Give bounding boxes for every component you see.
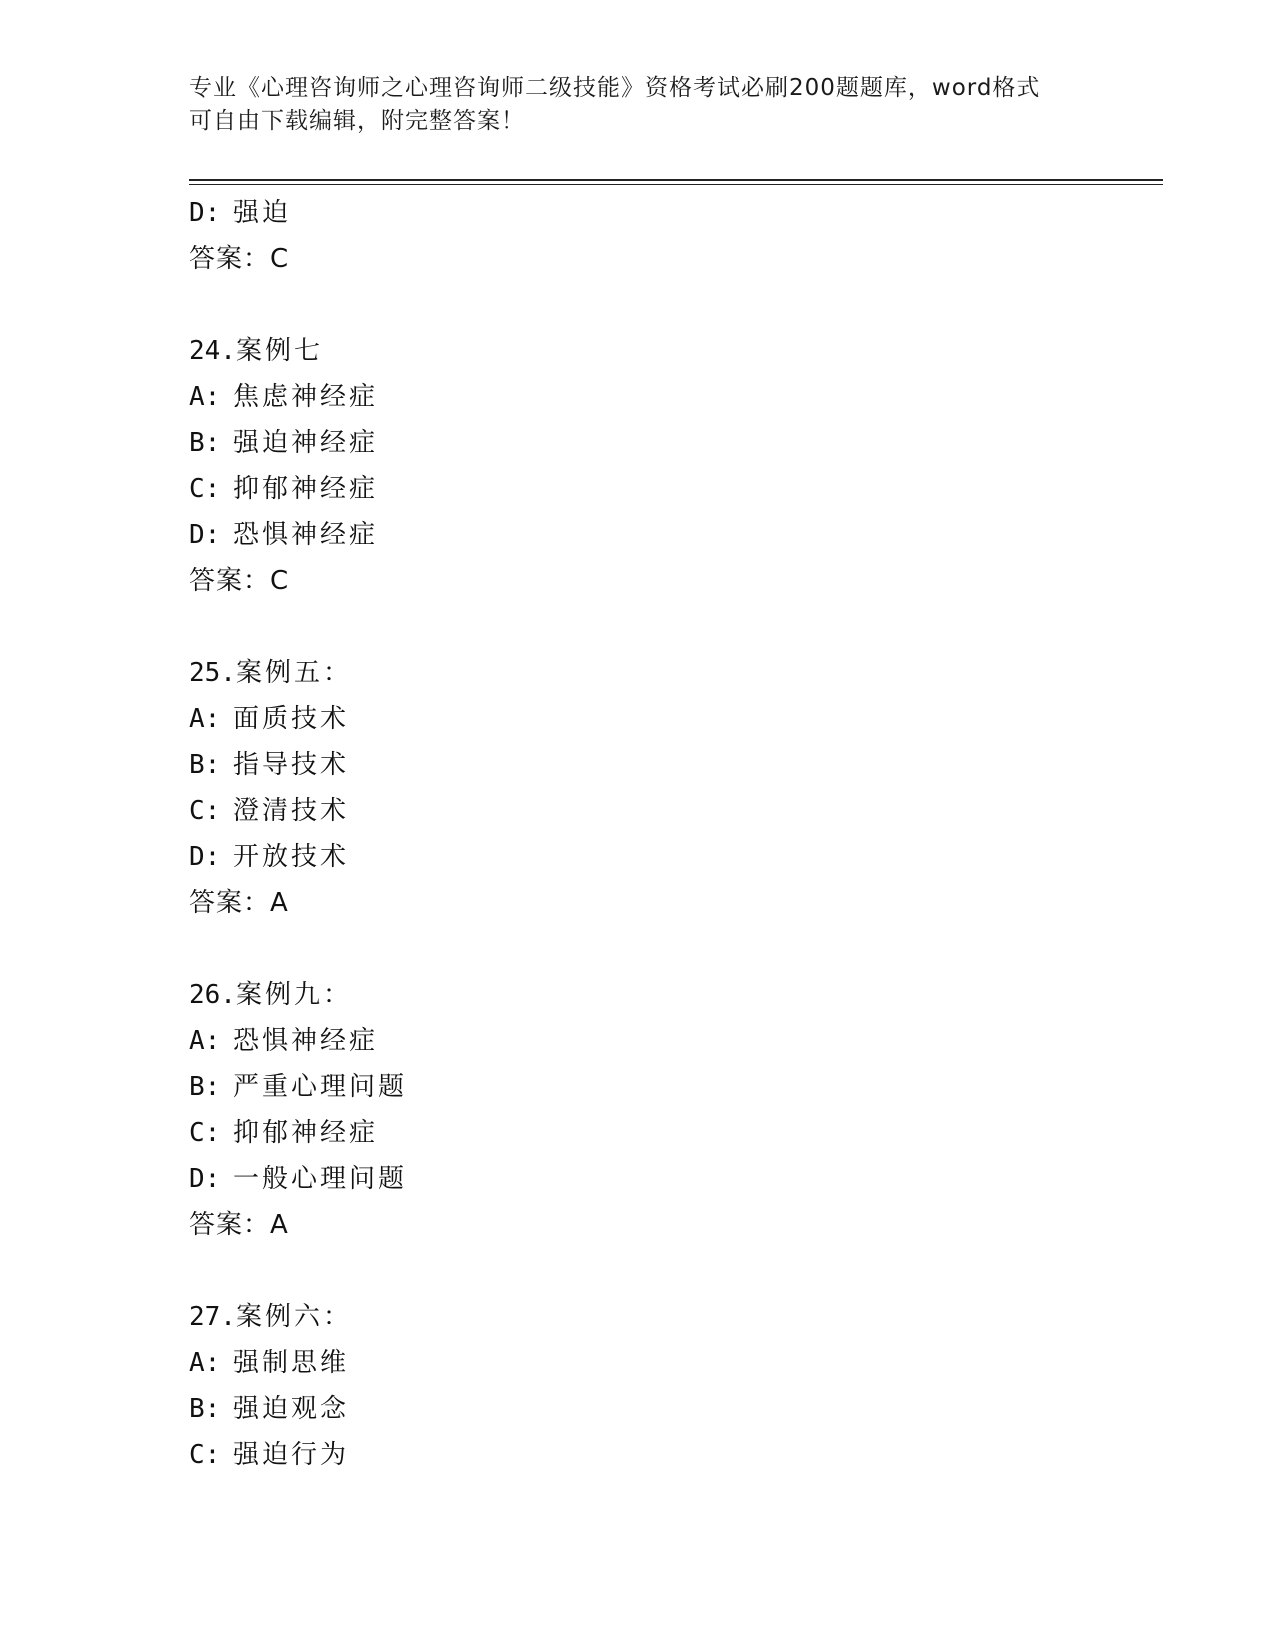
- option-c: [189, 1432, 1163, 1478]
- option-b: [189, 420, 1163, 466]
- option-text: 面质技术: [233, 704, 350, 734]
- option-a: [189, 374, 1163, 420]
- spacer: [189, 926, 1163, 972]
- question-number: 24.: [189, 336, 236, 366]
- question-title: [189, 972, 1163, 1018]
- option-text: 强迫观念: [233, 1394, 350, 1424]
- question-title: [189, 328, 1163, 374]
- option-c: [189, 466, 1163, 512]
- question-number: 27.: [189, 1302, 236, 1332]
- option-text: 澄清技术: [233, 796, 350, 826]
- answer-line: 答案：C: [189, 244, 290, 274]
- option-b: [189, 742, 1163, 788]
- header-divider-bottom: [189, 184, 1163, 185]
- option-label: D:: [189, 520, 221, 550]
- option-text: 开放技术: [233, 842, 350, 872]
- option-text: 严重心理问题: [233, 1072, 408, 1102]
- question-text: 案例五：: [235, 658, 352, 688]
- question-text: 案例七: [235, 336, 323, 366]
- option-text: 恐惧神经症: [233, 1026, 379, 1056]
- option-c: [189, 1110, 1163, 1156]
- option-label: C:: [189, 1118, 221, 1148]
- option-c: [189, 788, 1163, 834]
- option-text: 指导技术: [233, 750, 350, 780]
- option-d: [189, 512, 1163, 558]
- question-text: 案例六：: [235, 1302, 352, 1332]
- option-b: [189, 1386, 1163, 1432]
- option-d: [189, 1156, 1163, 1202]
- header-line-1: 专业《心理咨询师之心理咨询师二级技能》资格考试必刷200题题库，word格式: [189, 75, 1041, 101]
- option-text: 强迫神经症: [233, 428, 379, 458]
- option-label: C:: [189, 1440, 221, 1470]
- option-text: 强迫: [233, 198, 292, 228]
- option-label: A:: [189, 1348, 221, 1378]
- option-a: [189, 1018, 1163, 1064]
- option-text: 焦虑神经症: [233, 382, 379, 412]
- spacer: [189, 1248, 1163, 1294]
- option-text: 恐惧神经症: [233, 520, 379, 550]
- question-number: 25.: [189, 658, 236, 688]
- option-label: B:: [189, 428, 221, 458]
- option-label: B:: [189, 1394, 221, 1424]
- option-label: C:: [189, 474, 221, 504]
- option-label: A:: [189, 704, 221, 734]
- option-a: [189, 696, 1163, 742]
- question-text: 案例九：: [235, 980, 352, 1010]
- option-text: 强迫行为: [233, 1440, 350, 1470]
- answer-line: 答案：A: [189, 1210, 289, 1240]
- answer-line: 答案：C: [189, 566, 290, 596]
- option-label: A:: [189, 1026, 221, 1056]
- option-label: B:: [189, 1072, 221, 1102]
- option-d: [189, 834, 1163, 880]
- question-list: [189, 190, 1163, 1478]
- header-line-2: 可自由下载编辑，附完整答案！: [189, 108, 525, 134]
- question-number: 26.: [189, 980, 236, 1010]
- document-header: [189, 72, 1089, 138]
- option-b: [189, 1064, 1163, 1110]
- option-a: [189, 1340, 1163, 1386]
- option-label: C:: [189, 796, 221, 826]
- option-label: D:: [189, 1164, 221, 1194]
- question-title: [189, 1294, 1163, 1340]
- option-text: 抑郁神经症: [233, 1118, 379, 1148]
- header-divider-top: [189, 179, 1163, 181]
- spacer: [189, 604, 1163, 650]
- option-label: D:: [189, 198, 221, 228]
- spacer: [189, 282, 1163, 328]
- option-text: 强制思维: [233, 1348, 350, 1378]
- option-label: D:: [189, 842, 221, 872]
- question-title: [189, 650, 1163, 696]
- option-label: B:: [189, 750, 221, 780]
- answer-line: 答案：A: [189, 888, 289, 918]
- option-d: [189, 190, 1163, 236]
- option-label: A:: [189, 382, 221, 412]
- option-text: 抑郁神经症: [233, 474, 379, 504]
- option-text: 一般心理问题: [233, 1164, 408, 1194]
